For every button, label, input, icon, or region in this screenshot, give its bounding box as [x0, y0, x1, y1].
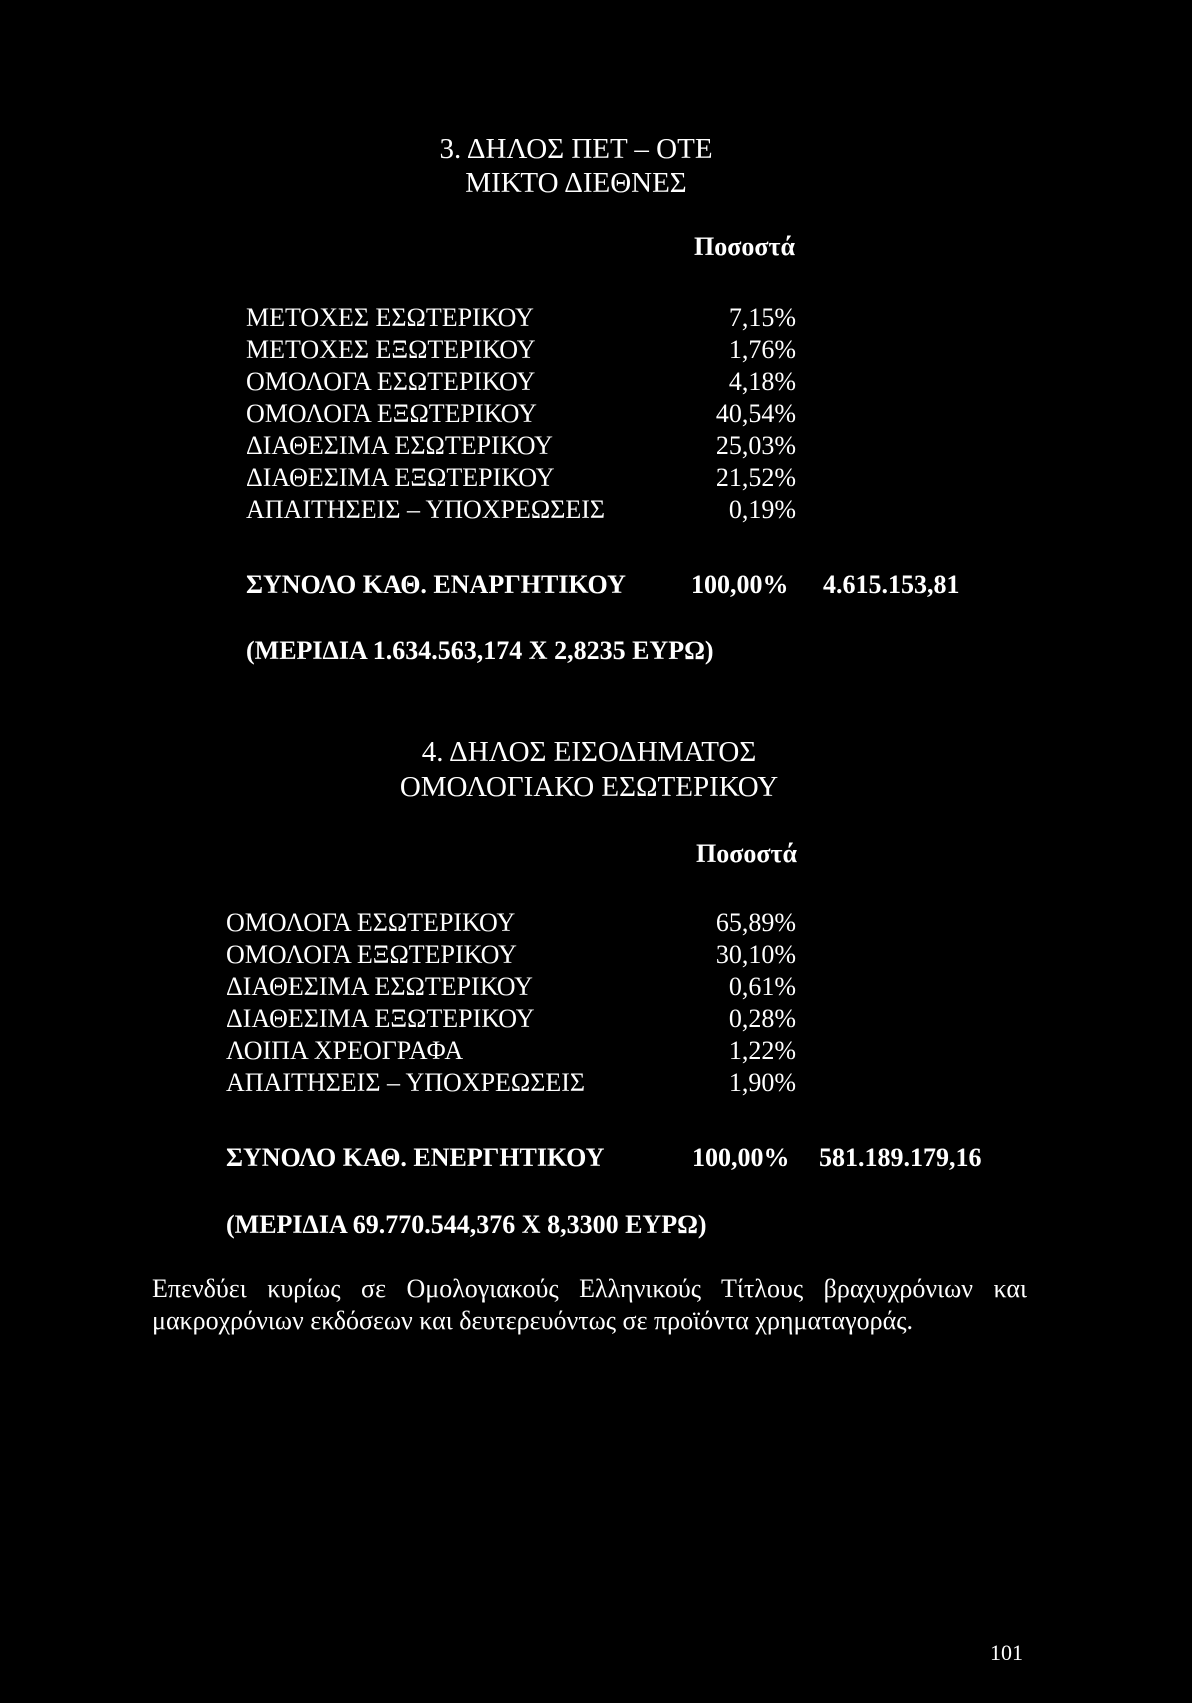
fund4-title-line1: 4. ΔΗΛΟΣ ΕΙΣΟΔΗΜΑΤΟΣ [421, 736, 757, 768]
fund4-units-line: (ΜΕΡΙΔΙΑ 69.770.544,376 Χ 8,3300 ΕΥΡΩ) [226, 1210, 707, 1239]
table-row [246, 462, 796, 494]
table-row [226, 971, 796, 1003]
row-label: ΜΕΤΟΧΕΣ ΕΞΩΤΕΡΙΚΟΥ [246, 335, 536, 364]
row-value: 0,19% [728, 495, 796, 524]
row-value: 0,28% [728, 1004, 796, 1033]
fund3-title-line2: ΜΙΚΤΟ ΔΙΕΘΝΕΣ [465, 167, 687, 199]
row-label: ΑΠΑΙΤΗΣΕΙΣ – ΥΠΟΧΡΕΩΣΕΙΣ [246, 495, 606, 524]
fund4-percent-header: Ποσοστά [695, 839, 797, 868]
row-value: 1,90% [728, 1068, 796, 1097]
row-label: ΔΙΑΘΕΣΙΜΑ ΕΞΩΤΕΡΙΚΟΥ [246, 463, 555, 492]
row-value: 40,54% [715, 399, 796, 428]
fund3-total-amount: 4.615.153,81 [823, 570, 960, 599]
table-row [246, 430, 796, 462]
fund4-total-label: ΣΥΝΟΛΟ ΚΑΘ. ΕΝΕΡΓΗΤΙΚΟΥ [226, 1143, 605, 1172]
table-row [246, 302, 796, 334]
row-value: 30,10% [715, 940, 796, 969]
row-label: ΜΕΤΟΧΕΣ ΕΣΩΤΕΡΙΚΟΥ [246, 303, 534, 332]
row-label: ΔΙΑΘΕΣΙΜΑ ΕΞΩΤΕΡΙΚΟΥ [226, 1004, 535, 1033]
table-row [226, 1035, 796, 1067]
row-label: ΔΙΑΘΕΣΙΜΑ ΕΣΩΤΕΡΙΚΟΥ [246, 431, 553, 460]
fund3-total-percent: 100,00% [691, 570, 789, 599]
row-value: 4,18% [728, 367, 796, 396]
row-label: ΟΜΟΛΟΓΑ ΕΣΩΤΕΡΙΚΟΥ [246, 367, 536, 396]
table-row [246, 494, 796, 526]
row-value: 65,89% [715, 908, 796, 937]
row-label: ΑΠΑΙΤΗΣΕΙΣ – ΥΠΟΧΡΕΩΣΕΙΣ [226, 1068, 586, 1097]
row-label: ΟΜΟΛΟΓΑ ΕΞΩΤΕΡΙΚΟΥ [246, 399, 537, 428]
row-value: 1,22% [728, 1036, 796, 1065]
table-row [246, 334, 796, 366]
table-row [226, 1067, 796, 1099]
fund4-total-percent: 100,00% [692, 1143, 790, 1172]
row-value: 0,61% [728, 972, 796, 1001]
row-value: 21,52% [715, 463, 796, 492]
fund3-total-label: ΣΥΝΟΛΟ ΚΑΘ. ΕΝΑΡΓΗΤΙΚΟΥ [246, 570, 626, 599]
row-value: 25,03% [715, 431, 796, 460]
table-row [246, 398, 796, 430]
fund3-units-line: (ΜΕΡΙΔΙΑ 1.634.563,174 Χ 2,8235 ΕΥΡΩ) [246, 636, 714, 665]
row-label: ΔΙΑΘΕΣΙΜΑ ΕΣΩΤΕΡΙΚΟΥ [226, 972, 533, 1001]
table-row [226, 1003, 796, 1035]
table-row [226, 907, 796, 939]
page-number: 101 [990, 1640, 1023, 1665]
fund3-percent-header: Ποσοστά [693, 232, 795, 261]
fund3-title-line1: 3. ΔΗΛΟΣ ΠΕΤ – ΟΤΕ [439, 133, 713, 165]
table-row [226, 939, 796, 971]
row-value: 7,15% [728, 303, 796, 332]
fund4-description: Επενδύει κυρίως σε Ομολογιακούς Ελληνικούς Τίτλους βραχυχρόνιων και μακροχρόνιων εκδόσεων και δευτερευόντως σε προϊόντα χρηματαγοράς. [152, 1274, 1027, 1335]
fund4-title-line2: ΟΜΟΛΟΓΙΑΚΟ ΕΣΩΤΕΡΙΚΟΥ [399, 771, 779, 803]
fund4-total-amount: 581.189.179,16 [819, 1143, 982, 1172]
row-value: 1,76% [728, 335, 796, 364]
row-label: ΟΜΟΛΟΓΑ ΕΣΩΤΕΡΙΚΟΥ [226, 908, 516, 937]
row-label: ΟΜΟΛΟΓΑ ΕΞΩΤΕΡΙΚΟΥ [226, 940, 517, 969]
table-row [246, 366, 796, 398]
row-label: ΛΟΙΠΑ ΧΡΕΟΓΡΑΦΑ [226, 1036, 464, 1065]
